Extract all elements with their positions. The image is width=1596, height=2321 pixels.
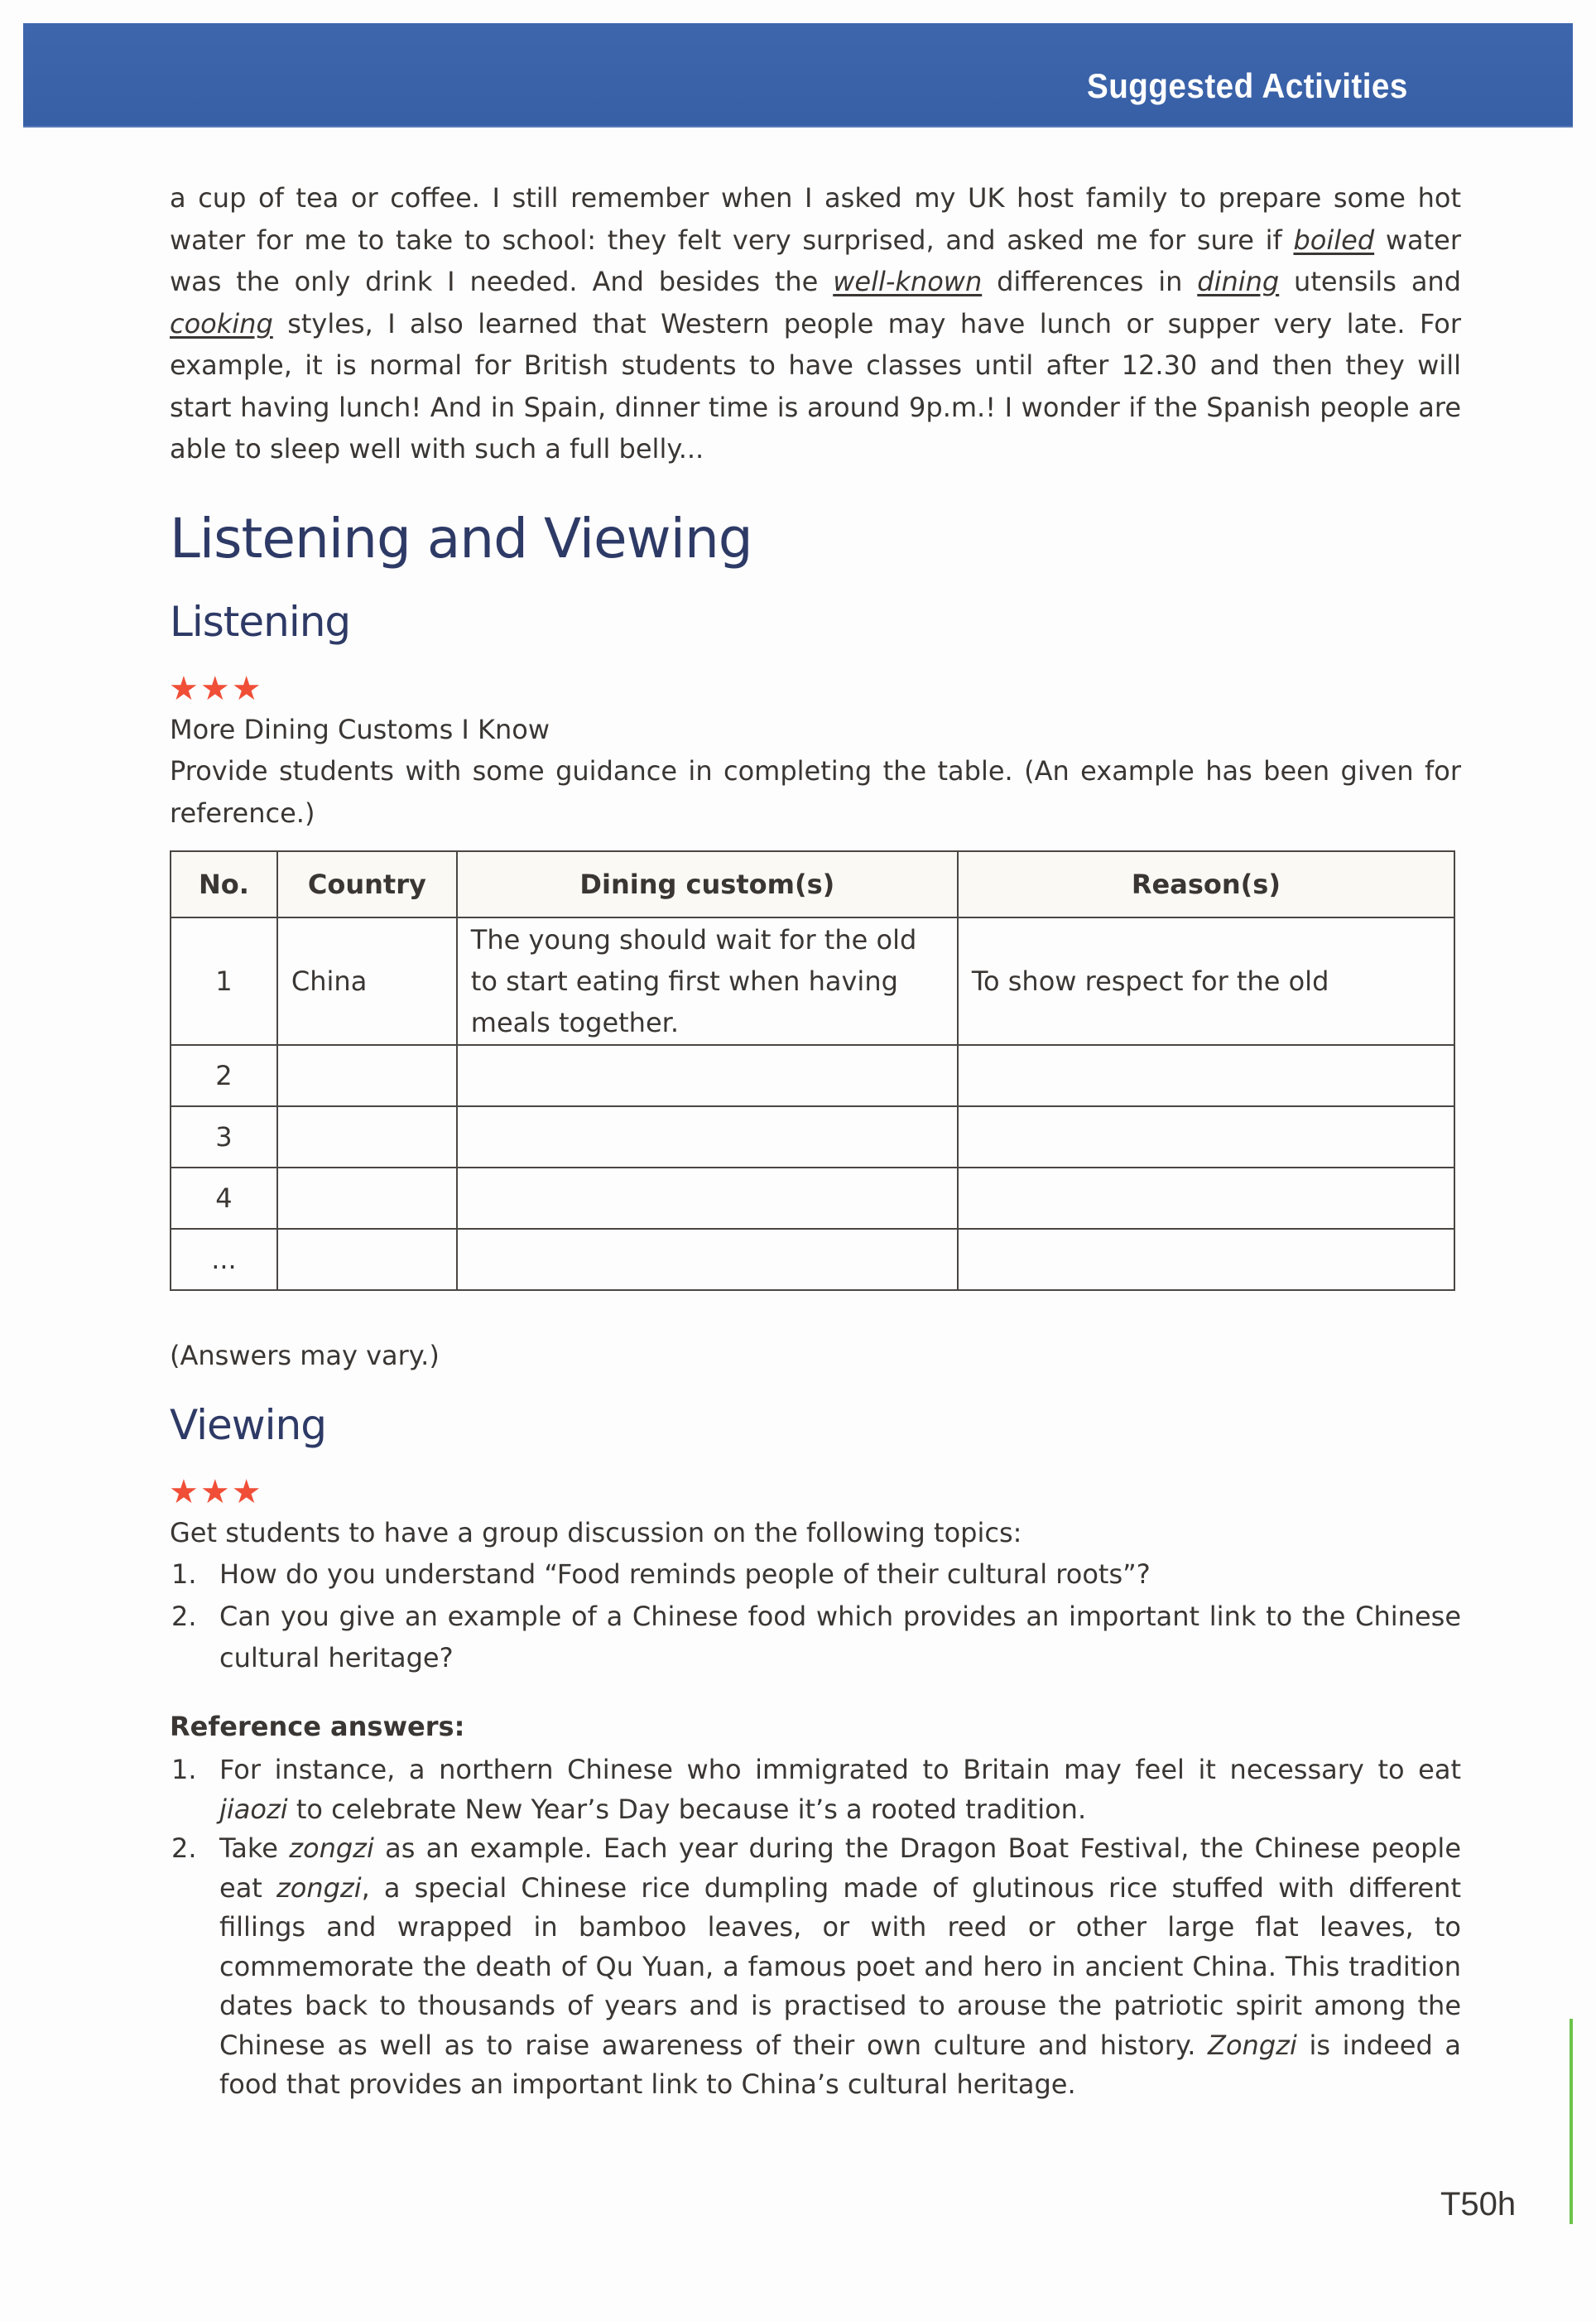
emphasis-word-jiaozi: jiaozi <box>219 1793 288 1825</box>
column-header-reason: Reason(s) <box>958 851 1454 917</box>
table-row <box>171 1168 1454 1229</box>
list-number: 1. <box>171 1558 197 1590</box>
page-number: T50h <box>1440 2186 1517 2222</box>
emphasis-word-boiled: boiled <box>1293 224 1375 256</box>
emphasis-word-zongzi: zongzi <box>289 1832 374 1864</box>
table-row <box>171 917 1454 1045</box>
topic-text: How do you understand “Food reminds people of their cultural roots”? <box>219 1558 1151 1590</box>
page-edge-accent-bar <box>1570 2019 1573 2224</box>
column-header-country: Country <box>277 851 457 917</box>
list-number: 1. <box>171 1754 197 1785</box>
reference-answers-label: Reference answers: <box>170 1711 465 1742</box>
paragraph-text: differences in <box>982 266 1198 297</box>
cell-reason <box>958 1045 1454 1106</box>
viewing-heading: Viewing <box>170 1401 326 1449</box>
cell-country <box>277 1106 457 1168</box>
answer-text: Take <box>219 1832 290 1864</box>
paragraph-text: water was the only drink I needed. And besides the <box>170 224 1462 297</box>
cell-custom <box>457 1168 958 1229</box>
cell-no: ... <box>171 1229 277 1290</box>
discussion-topics-list <box>170 1553 1461 1679</box>
table-row <box>171 1045 1454 1106</box>
paragraph-text: utensils and <box>1279 266 1462 297</box>
difficulty-stars-icon: ★★★ <box>169 1473 263 1511</box>
cell-reason <box>958 1229 1454 1290</box>
emphasis-word-zongzi: zongzi <box>276 1871 362 1904</box>
emphasis-word-cooking: cooking <box>170 307 273 339</box>
listening-heading: Listening <box>170 598 351 646</box>
intro-paragraph <box>170 177 1461 470</box>
paragraph-text: a cup of tea or coffee. I still remember when I asked my UK host family to prepare some hot water for me to take to school: they felt very surprised, and asked me for sure if <box>170 182 1461 256</box>
list-number: 2. <box>171 1832 197 1864</box>
answer-text: is indeed a food that provides an important link to China’s cultural heritage. <box>219 2029 1462 2100</box>
dining-customs-table <box>170 850 1455 1291</box>
header-title: Suggested Activities <box>1087 66 1408 105</box>
cell-custom: The young should wait for the old to start eating first when having meals together. <box>457 917 958 1045</box>
emphasis-word-well-known: well-known <box>833 266 983 297</box>
difficulty-stars-icon: ★★★ <box>169 670 263 708</box>
cell-no: 4 <box>171 1168 277 1229</box>
answer-text: as an example. Each year during the Dragon Boat Festival, the Chinese people eat <box>219 1832 1462 1904</box>
listening-instruction: Provide students with some guidance in completing the table. (An example has been given for reference.) <box>170 755 1461 829</box>
page-header-banner <box>23 23 1573 128</box>
cell-custom <box>457 1106 958 1168</box>
cell-country <box>277 1229 457 1290</box>
cell-no: 3 <box>171 1106 277 1168</box>
answers-note: (Answers may vary.) <box>170 1340 440 1371</box>
cell-country <box>277 1045 457 1106</box>
viewing-instruction: Get students to have a group discussion on the following topics: <box>170 1517 1022 1548</box>
topic-text: Can you give an example of a Chinese food which provides an important link to the Chinese cultural heritage? <box>219 1600 1461 1673</box>
table-row <box>171 1106 1454 1168</box>
cell-reason <box>958 1168 1454 1229</box>
cell-country: China <box>277 917 457 1045</box>
list-item <box>170 1596 1461 1679</box>
cell-reason: To show respect for the old <box>958 917 1454 1045</box>
list-item <box>170 1553 1461 1596</box>
column-header-dining-custom: Dining custom(s) <box>457 851 958 917</box>
section-title: Listening and Viewing <box>170 507 752 571</box>
list-number: 2. <box>171 1600 197 1632</box>
reference-answers-list <box>170 1750 1461 2105</box>
answer-text: For instance, a northern Chinese who immigrated to Britain may feel it necessary to eat <box>219 1754 1461 1785</box>
cell-no: 2 <box>171 1045 277 1106</box>
list-item <box>170 1829 1461 2105</box>
cell-no: 1 <box>171 917 277 1045</box>
table-header-row <box>171 851 1454 917</box>
answer-text: , a special Chinese rice dumpling made of glutinous rice stuffed with different fillings and wrapped in bamboo leaves, or with reed or other large flat leaves, to commemorate the death of Qu Yuan, a famous poet and hero in ancient China. This tradition dates back to thousands of years and is practised to arouse the patriotic spirit among the Chinese as well as to raise awareness of their own culture and history. <box>219 1871 1462 2061</box>
emphasis-word-zongzi: Zongzi <box>1208 2029 1297 2061</box>
activity-title: More Dining Customs I Know <box>170 714 550 745</box>
table-row <box>171 1229 1454 1290</box>
cell-custom <box>457 1045 958 1106</box>
answer-text: to celebrate New Year’s Day because it’s a rooted tradition. <box>287 1793 1087 1825</box>
cell-country <box>277 1168 457 1229</box>
list-item <box>170 1750 1461 1829</box>
emphasis-word-dining: dining <box>1197 266 1280 297</box>
cell-reason <box>958 1106 1454 1168</box>
cell-custom <box>457 1229 958 1290</box>
paragraph-text: styles, I also learned that Western people may have lunch or supper very late. For example, it is normal for British students to have classes until after 12.30 and then they will start having lunch! And in Spain, dinner time is around 9p.m.! I wonder if the Spanish people are able to sleep well with such a full belly... <box>170 307 1461 465</box>
column-header-no: No. <box>171 851 277 917</box>
